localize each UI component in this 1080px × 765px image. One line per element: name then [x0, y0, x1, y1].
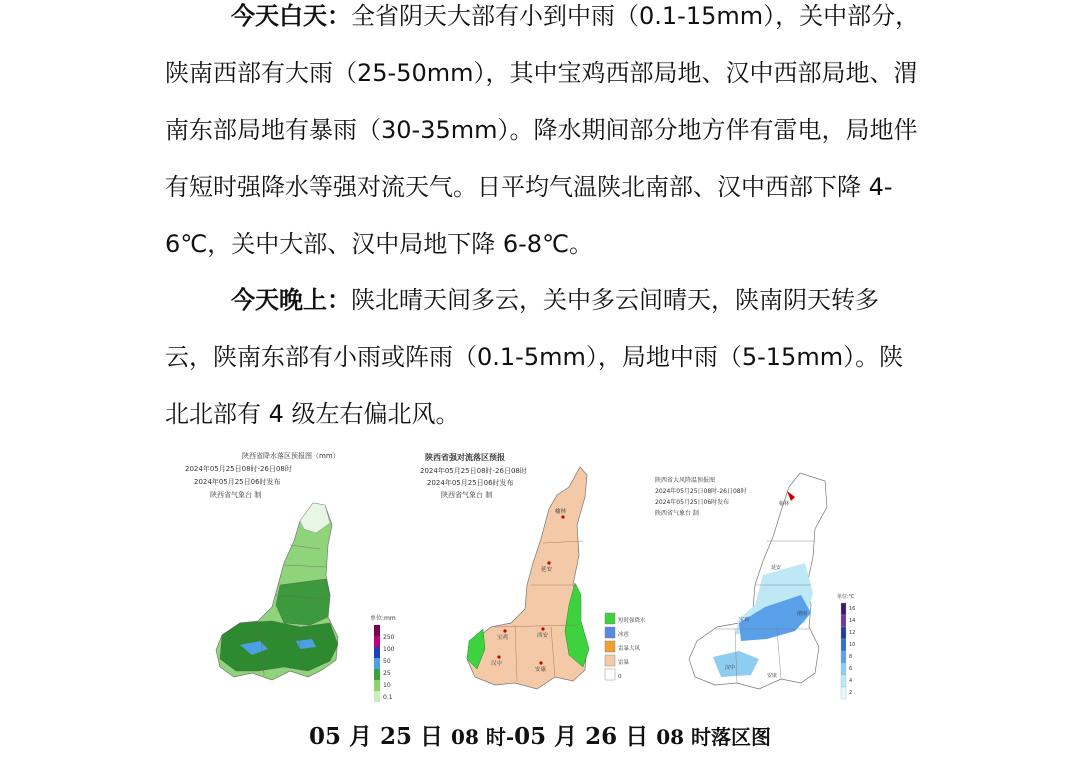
conv-legend-label: 冰雹: [618, 632, 630, 638]
conv-legend-label: 短时强降水: [618, 618, 646, 624]
caption-part: 26: [585, 723, 618, 750]
wind-map-title: 陕西省大风降温预报图: [655, 477, 716, 484]
rain-legend-swatch: [374, 669, 380, 680]
rain-legend-swatch: [374, 625, 380, 636]
rain-legend-label: 50: [383, 658, 391, 665]
wind-legend-label: 4: [849, 678, 853, 684]
daytime-forecast-paragraph: [165, 0, 925, 273]
daytime-lead: 今天白天：: [231, 2, 351, 30]
wind-legend-label: 6: [849, 666, 853, 672]
evening-lead: 今天晚上：: [231, 286, 351, 314]
conv-map-title: 陕西省强对流落区预报: [425, 453, 505, 462]
caption-part: 08: [451, 725, 479, 749]
conv-legend-swatch: [605, 655, 615, 666]
caption-part: 月: [340, 723, 380, 750]
rain-legend-swatch: [374, 691, 380, 702]
conv-city-label: 安康: [535, 667, 547, 673]
wind-map-time: 2024年05月25日08时-26日08时: [655, 488, 747, 495]
wind-legend-label: 12: [849, 630, 856, 636]
wind-legend-swatch: [841, 603, 846, 615]
conv-city-label: 宝鸡: [497, 635, 509, 641]
wind-city-label: 安康: [767, 673, 778, 679]
conv-map-org: 陕西省气象台 制: [441, 491, 493, 499]
wind-city-label: 汉中: [725, 665, 736, 671]
evening-forecast-paragraph: [165, 272, 925, 443]
caption-part: 日: [412, 723, 452, 750]
precipitation-forecast-map: [180, 445, 410, 707]
caption-part: 05: [514, 723, 547, 750]
conv-legend-swatch: [605, 641, 615, 652]
wind-city-label: 宝鸡: [739, 617, 750, 623]
wind-legend-swatch: [841, 615, 846, 627]
conv-map-time: 2024年05月25日08时-26日08时: [420, 467, 527, 475]
rain-legend-swatch: [374, 647, 380, 658]
conv-legend-swatch: [605, 613, 615, 624]
conv-city-label: 西安: [537, 633, 549, 639]
caption-part: 日: [617, 723, 657, 750]
rain-legend-label: 0.1: [383, 694, 393, 701]
wind-city-label: 榆林: [779, 501, 790, 507]
rain-legend-swatch: [374, 658, 380, 669]
daytime-text: 全省阴天大部有小到中雨（0.1-15mm），关中部分，陕南西部有大雨（25-50mm），其中宝鸡西部局地、汉中西部局地、渭南东部局地有暴雨（30-35mm）。降水期间部分地方伴有雷电，局地伴有短时强降水等强对流天气。日平均气温陕北南部、汉中西部下降 4-6℃，关中大部、汉中局地下降 6-8℃。: [165, 2, 920, 258]
wind-map-org: 陕西省气象台 制: [655, 510, 699, 517]
wind-legend-label: 8: [849, 654, 853, 660]
rain-legend-label: 25: [383, 670, 391, 677]
caption-part: 时落区图: [684, 725, 772, 749]
wind-legend-swatch: [841, 675, 846, 687]
caption-part: 时-: [478, 725, 515, 749]
wind-legend-swatch: [841, 663, 846, 675]
conv-legend-label: 雷暴大风: [618, 646, 641, 652]
rain-map-org: 陕西省气象台 制: [210, 491, 262, 499]
rain-map-time: 2024年05月25日08时-26日08时: [185, 465, 292, 473]
conv-legend-swatch: [605, 669, 615, 680]
conv-map-issued: 2024年05月25日06时发布: [427, 479, 514, 487]
conv-city-label: 延安: [541, 567, 553, 573]
conv-legend: [605, 613, 646, 680]
wind-legend-unit: 单位:℃: [837, 594, 855, 600]
rain-map-issued: 2024年05月25日06时发布: [194, 478, 281, 486]
conv-legend-swatch: [605, 627, 615, 638]
conv-legend-label: 0: [618, 674, 622, 680]
wind-city-label: 延安: [771, 565, 782, 571]
caption-part: 25: [380, 723, 413, 750]
caption-part: 08: [656, 725, 685, 749]
wind-legend-swatch: [841, 639, 846, 651]
wind-legend-swatch: [841, 627, 846, 639]
wind-legend-label: 10: [849, 642, 856, 648]
wind-legend-label: 2: [849, 690, 853, 696]
convection-map-outline: [467, 467, 587, 689]
caption-part: 05: [308, 723, 341, 750]
wind-legend-swatch: [841, 651, 846, 663]
figure-caption: [0, 718, 1080, 751]
central-rain-zone: [276, 579, 330, 625]
wind-city-label: 渭南: [797, 611, 808, 617]
conv-city-label: 汉中: [491, 661, 503, 667]
wind-cooling-forecast-map: [655, 445, 870, 707]
wind-legend-label: 16: [849, 606, 856, 612]
rain-legend-unit: 单位:mm: [370, 615, 396, 622]
rain-legend-label: 250: [383, 634, 395, 641]
rain-legend-swatch: [374, 680, 380, 691]
rain-legend-label: 10: [383, 682, 391, 689]
wind-map-issued: 2024年05月25日06时发布: [655, 499, 730, 506]
rain-legend-swatch: [374, 636, 380, 647]
evening-text: 陕北晴天间多云，关中多云间晴天，陕南阴天转多云，陕南东部有小雨或阵雨（0.1-5mm），局地中雨（5-15mm）。陕北北部有 4 级左右偏北风。: [165, 286, 904, 428]
wind-legend-label: 14: [849, 618, 856, 624]
wind-legend-swatch: [841, 687, 846, 699]
conv-city-label: 榆林: [555, 509, 567, 515]
rain-legend-label: 100: [383, 646, 395, 653]
rain-legend: [374, 625, 395, 702]
convection-forecast-map: [420, 445, 655, 707]
rain-map-title: 陕西省降水落区预报图（mm）: [242, 452, 340, 460]
caption-part: 月: [546, 723, 586, 750]
conv-legend-label: 雷暴: [618, 660, 630, 666]
wind-legend: [841, 603, 855, 699]
south-heavy-rain-zone: [220, 621, 338, 671]
